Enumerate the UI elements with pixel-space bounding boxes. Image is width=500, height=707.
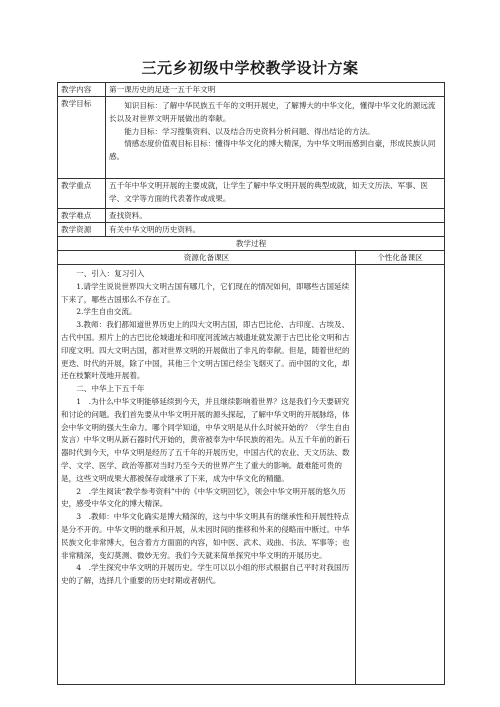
paragraph: 2 .学生阅读“教学参考资料”中的《中华文明回忆》，领会中华文明开展的悠久历史，感受中华文化的博大精深。 <box>61 486 346 509</box>
label-resources: 教学资源 <box>58 223 106 237</box>
label-key: 教学重点 <box>58 179 106 209</box>
row-content <box>58 83 445 97</box>
row-process-columns <box>58 251 445 265</box>
paragraph: 1.请学生说说世界四大文明古国有哪几个，它们现在的情况如何，即哪些古国延续下来了，哪些古国那么不存在了。 <box>61 281 350 304</box>
goal-attitude: 情感态度价值观目标目标：懂得中华文化的博大精深，为中华文明而感到自豪，形成民族认同感。 <box>109 139 436 162</box>
value-goals <box>106 97 445 179</box>
row-process-header <box>58 237 445 251</box>
row-resources <box>58 223 445 237</box>
process-body <box>58 265 356 685</box>
value-difficulty: 查找资料。 <box>106 209 445 223</box>
lesson-plan-table <box>57 82 445 685</box>
paragraph: 二、中华上下五千年 <box>76 384 145 394</box>
paragraph: 3.教师：我们都知道世界历史上的四大文明古国，即古巴比伦、古印度、古埃及、古代中国。照片上的古巴比伦城遗址和印度河流域古城遗址就发源于古巴比伦文明和古印度文明。四大文明古国，都对世界文明的开展做出了非凡的奉献。但是，随着世纪的更迭、时代的开展，除了中国，其他三个文明古国已经尘飞烟灭了。而中国的文化，却还在枝繁叶茂地开展着。 <box>61 320 350 381</box>
col-personal-prep: 个性化备课区 <box>356 251 445 265</box>
paragraph: 2.学生自由交流。 <box>76 307 137 317</box>
goal-knowledge: 知识目标：了解中华民族五千年的文明开展史，了解博大的中华文化，懂得中华文化的源远流长以及对世界文明开展做出的奉献。 <box>109 101 436 123</box>
label-difficulty: 教学难点 <box>58 209 106 223</box>
page-title: 三元乡初级中学校教学设计方案 <box>141 59 359 77</box>
paragraph: 4 .学生探究中华文明的开展历史。学生可以以小组的形式根据自己平时对我国历史的了解，选择几个重要的历史时期或者朝代。 <box>61 563 350 586</box>
process-header: 教学过程 <box>58 237 445 251</box>
goal-ability: 能力目标：学习搜集资料、以及结合历史资料分析问题、得出结论的方法。 <box>124 126 375 136</box>
row-process-body <box>58 265 445 685</box>
row-key <box>58 179 445 209</box>
value-content: 第一课历史的足迹一五千年文明 <box>106 83 445 97</box>
label-goals: 教学目标 <box>58 97 106 179</box>
personal-prep-area <box>356 265 445 685</box>
paragraph: 1 .为什么中华文明能够延续到今天，并且继续影响着世界？这是我们今天要研究和讨论的问题。我们首先要从中华文明开展的源头探起，了解中华文明的开展脉络，体会中华文明的强大生命力。哪个同学知道，中华文明是从什么时候开始的？（学生自由发言）中华文明从新石器时代开始的，黄帝被奉为中华民族的祖先。从五千年前的新石器时代到今天，中华文明是经历了五千年的开展历史，中国古代的农业、天文历法、数学、文学、医学、政治等都对当时乃至今天的世界产生了重大的影响。最难能可贵的是，这些文明成果大都被保存或继承了下来，成为中华文化的精髓。 <box>61 396 350 483</box>
col-resource-prep: 资源化备课区 <box>58 251 356 265</box>
label-content: 教学内容 <box>58 83 106 97</box>
row-difficulty <box>58 209 445 223</box>
value-key: 五千年中华文明开展的主要成就，让学生了解中华文明开展的典型成就，如天文历法、军事、医学、文学等方面的代表著作或成果。 <box>106 179 445 209</box>
paragraph: 3 .教师：中华文化确实是博大精深的，这与中华文明具有的继承性和开展性特点是分不开的。中华文明的继承和开展，从未因时间的推移和外来的侵略而中断过。中华民族文化非常博大，包含着方方面面的内容，如中医、武术、戏曲、书法、军事等；也非常精深，变幻莫测、微妙无穷。我们今天就来简单探究中华文明的开展历史。 <box>61 512 350 560</box>
paragraph: 一、引入：复习引入 <box>76 269 145 278</box>
value-resources: 有关中华文明的历史资料。 <box>106 223 445 237</box>
row-goals <box>58 97 445 179</box>
